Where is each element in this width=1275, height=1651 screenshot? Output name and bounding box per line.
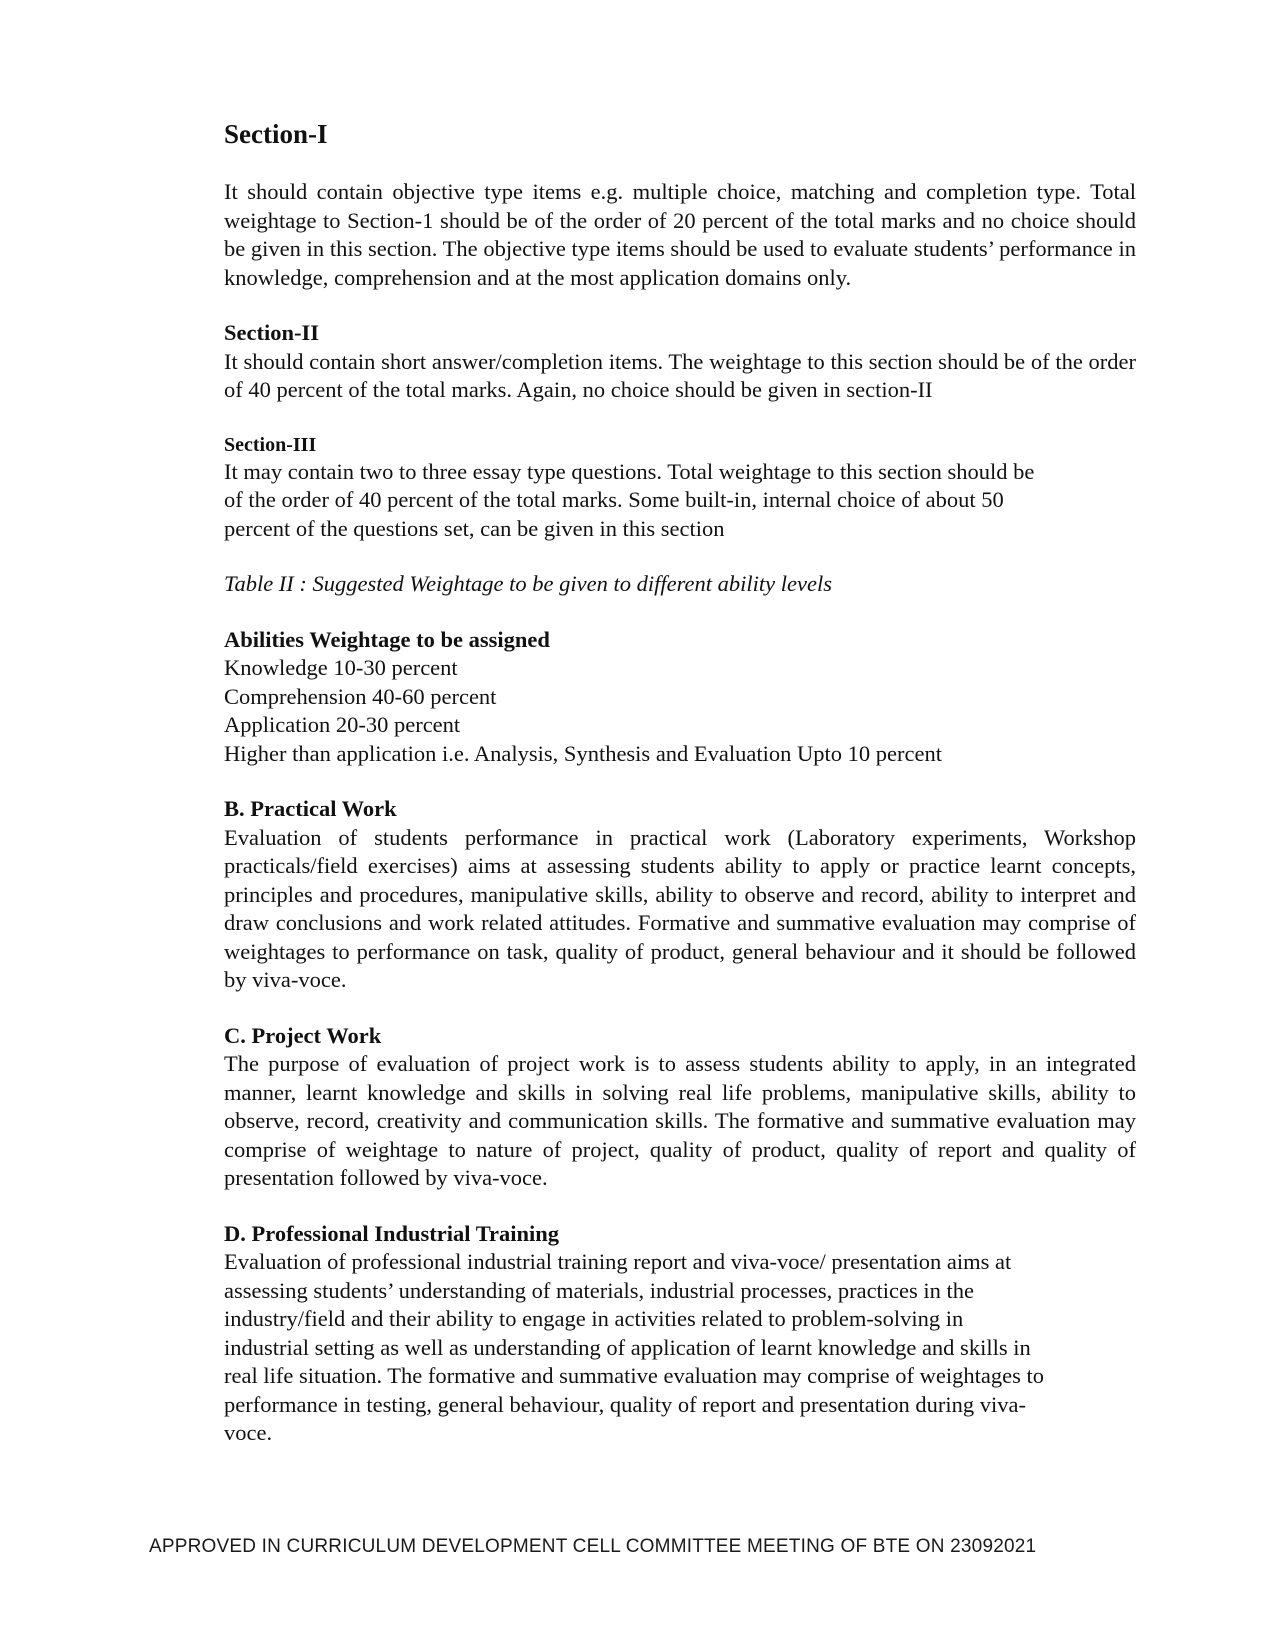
section-3-line: percent of the questions set, can be given in this section [224, 515, 725, 541]
practical-work-body: Evaluation of students performance in practical work (Laboratory experiments, Workshop practicals/field exercises) aims at assessing students ability to apply or practice learnt concepts, principles and procedures, manipulative skills, ability to observe and record, ability to interpret and draw conclusions and work related attitudes. Formative and summative evaluation may comprise of weightages to performance on task, quality of product, general behaviour and it should be followed by viva-voce. [224, 824, 1136, 992]
industrial-training-line: voce. [224, 1420, 273, 1445]
ability-row: Higher than application i.e. Analysis, Synthesis and Evaluation Upto 10 percent [224, 740, 942, 766]
section-2 [224, 319, 1136, 405]
abilities-table [224, 626, 1136, 769]
industrial-training-line: industry/field and their ability to engage in activities related to problem-solving in [224, 1306, 964, 1331]
ability-row: Application 20-30 percent [224, 712, 461, 737]
industrial-training-line: assessing students’ understanding of materials, industrial processes, practices in the [224, 1277, 975, 1303]
ability-row: Comprehension 40-60 percent [224, 683, 497, 709]
industrial-training-section [224, 1220, 1136, 1448]
project-work-body: The purpose of evaluation of project work is to assess students ability to apply, in an integrated manner, learnt knowledge and skills in solving real life problems, manipulative skills, ability to observe, record, creativity and communication skills. The formative and summative evaluation may comprise of weightage to nature of project, quality of product, quality of report and quality of presentation followed by viva-voce. [224, 1051, 1136, 1190]
section-3 [224, 432, 1136, 544]
section-1 [224, 118, 1136, 292]
industrial-training-line: real life situation. The formative and summative evaluation may comprise of weightages to [224, 1363, 1044, 1388]
abilities-table-header: Abilities Weightage to be assigned [224, 626, 550, 652]
section-2-heading: Section-II [224, 320, 319, 345]
section-1-heading: Section-I [224, 119, 328, 149]
industrial-training-line: industrial setting as well as understanding of application of learnt knowledge and skills in [224, 1334, 1031, 1360]
ability-row: Knowledge 10-30 percent [224, 655, 458, 680]
section-3-line: of the order of 40 percent of the total marks. Some built-in, internal choice of about 50 [224, 487, 1004, 512]
practical-work-section [224, 795, 1136, 995]
section-1-body: It should contain objective type items e.g. multiple choice, matching and completion type. Total weightage to Section-1 should be of the order of 20 percent of the total marks and no choice should be given in this section. The objective type items should be used to evaluate students’ performance in knowledge, comprehension and at the most application domains only. [224, 179, 1136, 290]
project-work-heading: C. Project Work [224, 1022, 382, 1048]
section-3-line: It may contain two to three essay type questions. Total weightage to this section should be [224, 458, 1035, 484]
abilities-list [224, 654, 1136, 768]
project-work-section [224, 1022, 1136, 1193]
section-2-body: It should contain short answer/completion items. The weightage to this section should be of the order of 40 percent of the total marks. Again, no choice should be given in section-II [224, 348, 1136, 402]
industrial-training-line: performance in testing, general behaviour, quality of report and presentation during viva- [224, 1391, 1026, 1417]
table-2-caption: Table II : Suggested Weightage to be given to different ability levels [224, 571, 832, 596]
practical-work-heading: B. Practical Work [224, 796, 397, 821]
industrial-training-line: Evaluation of professional industrial training report and viva-voce/ presentation aims at [224, 1249, 1012, 1274]
section-3-heading: Section-III [224, 433, 317, 456]
document-page [224, 118, 1136, 1475]
approval-footer: APPROVED IN CURRICULUM DEVELOPMENT CELL COMMITTEE MEETING OF BTE ON 23092021 [149, 1536, 1037, 1557]
industrial-training-heading: D. Professional Industrial Training [224, 1220, 560, 1246]
